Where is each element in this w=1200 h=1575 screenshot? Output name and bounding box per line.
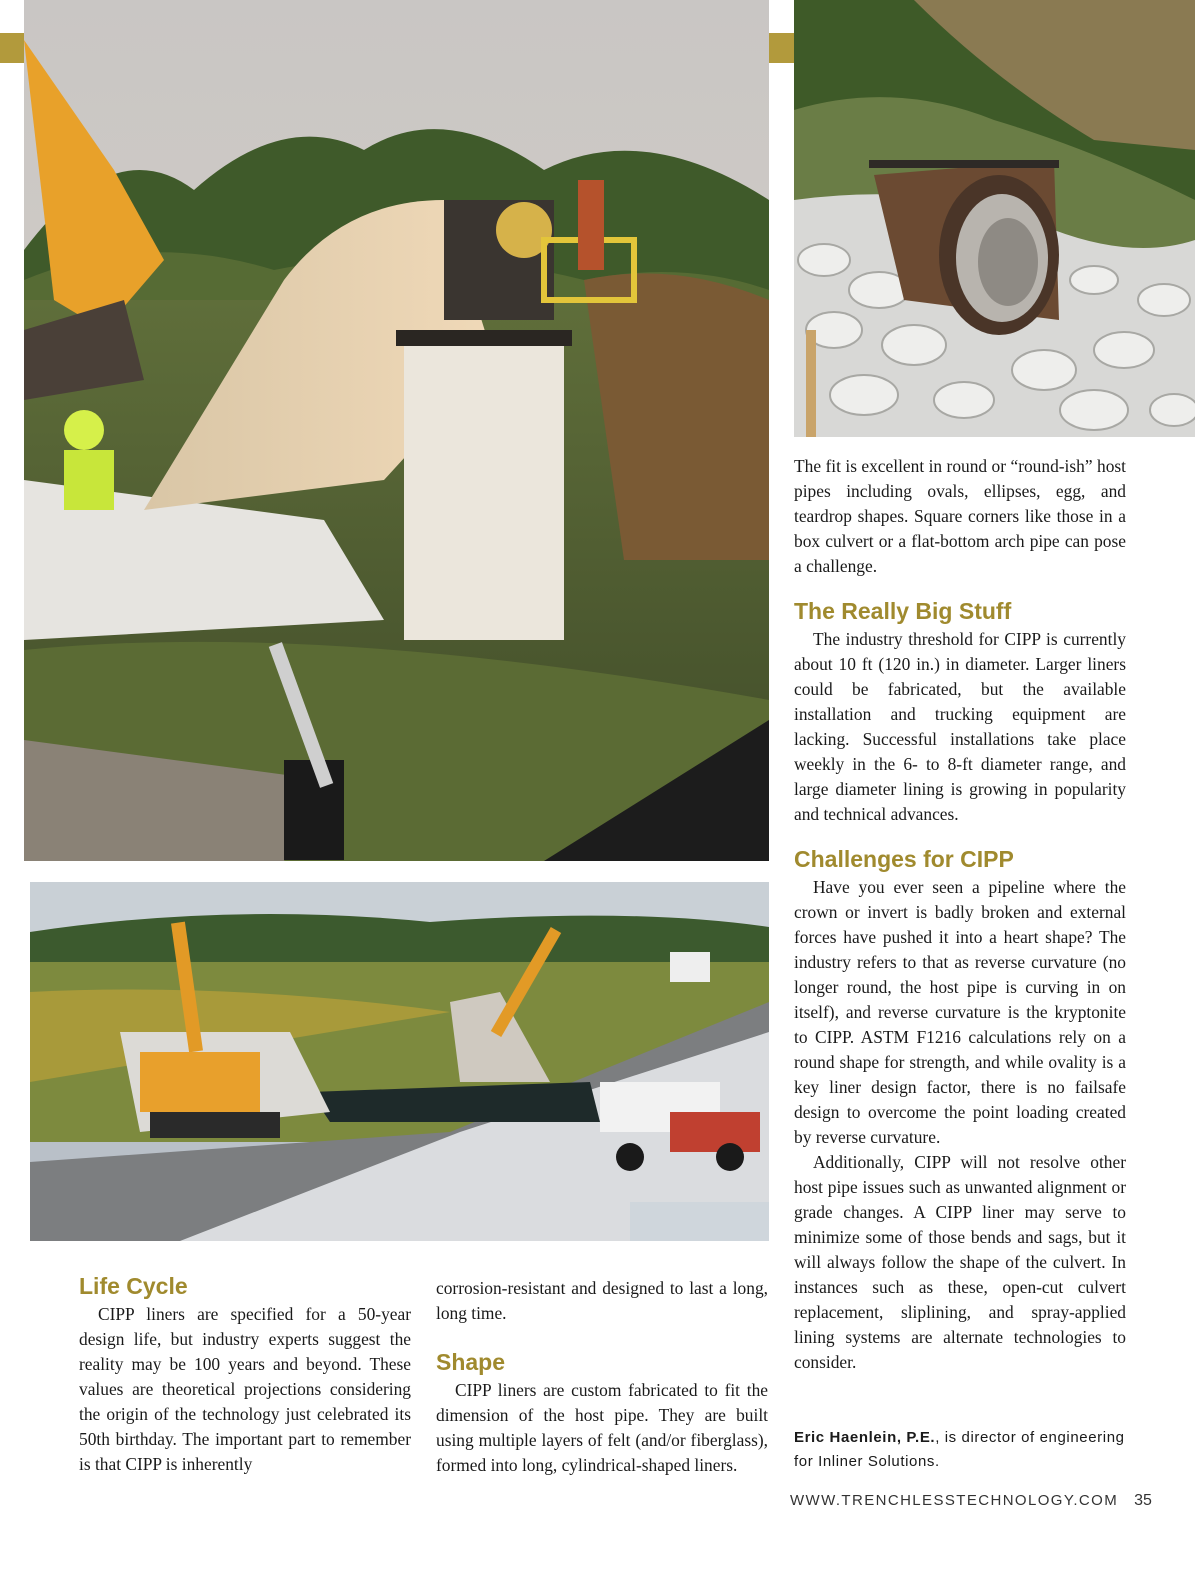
heading-life-cycle: Life Cycle (79, 1273, 188, 1299)
gold-accent-tab-left (0, 33, 24, 63)
author-name: Eric Haenlein, P.E. (794, 1429, 936, 1446)
right-column-text (794, 454, 1126, 1375)
highway-liner-truck-photo (30, 882, 769, 1241)
really-big-stuff-paragraph: The industry threshold for CIPP is currently about 10 ft (120 in.) in diameter. Larger liners could be fabricated, but the available installation and trucking equipment are lacking. Successful installations take place weekly in the 6- to 8-ft diameter range, and large diameter lining is growing in popularity and technical advances. (794, 629, 1126, 824)
footer-website: WWW.TRENCHLESSTECHNOLOGY.COM (790, 1492, 1119, 1509)
author-description: , is director of engineering for Inliner Solutions. (794, 1429, 1125, 1470)
heading-shape: Shape (436, 1349, 506, 1375)
life-cycle-column (79, 1272, 411, 1477)
cipp-liner-installation-photo (24, 0, 769, 861)
life-cycle-continuation-spacer: corrosion-resistant and designed to last a long, long time. (436, 1278, 768, 1323)
intro-paragraph: The fit is excellent in round or “round-ish” host pipes including ovals, ellipses, egg, and teardrop shapes. Square corners like those in a box culvert or a flat-bottom arch pipe can pose a challenge. (794, 456, 1126, 576)
page-footer (790, 1492, 1152, 1510)
challenges-paragraph-1: Have you ever seen a pipeline where the crown or invert is badly broken and external forces have pushed it into a heart shape? The industry refers to that as reverse curvature (no longer round, the host pipe is curving in on itself), and reverse curvature is the kryptonite to CIPP. ASTM F1216 calculations rely on a round shape for strength, and while ovality is a key liner design factor, there is no failsafe design to overcome the point loading created by reverse curvature. (794, 877, 1126, 1147)
gold-accent-tab-right (769, 33, 794, 63)
author-bio (794, 1426, 1134, 1474)
shape-column (436, 1276, 768, 1478)
challenges-paragraph-2: Additionally, CIPP will not resolve other host pipe issues such as unwanted alignment or grade changes. A CIPP liner may serve to minimize some of those bends and sags, but it will always follow the shape of the culvert. In instances such as these, open-cut culvert replacement, sliplining, and spray-applied lining systems are alternate technologies to consider. (794, 1152, 1126, 1372)
heading-challenges-for-cipp: Challenges for CIPP (794, 846, 1014, 872)
heading-really-big-stuff: The Really Big Stuff (794, 598, 1012, 624)
shape-paragraph: CIPP liners are custom fabricated to fit the dimension of the host pipe. They are built using multiple layers of felt (and/or fiberglass), formed into long, cylindrical-shaped liners. (436, 1380, 768, 1475)
culvert-outlet-rocks-photo (794, 0, 1195, 437)
life-cycle-paragraph: CIPP liners are specified for a 50-year design life, but industry experts suggest the reality may be 100 years and beyond. These values are theoretical projections considering the origin of the technology just celebrated its 50th birthday. The important part to remember is that CIPP is inherently (79, 1304, 411, 1474)
page-number: 35 (1134, 1492, 1152, 1509)
